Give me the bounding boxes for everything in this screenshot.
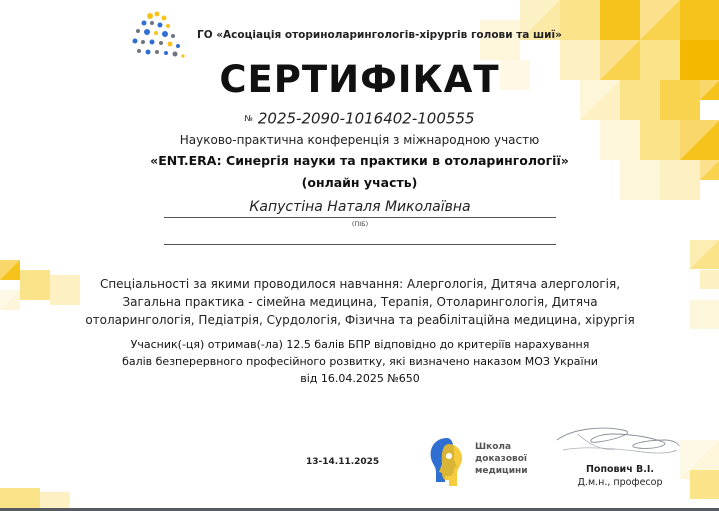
organization-name: ГО «Асоціація оториноларингологів-хірургів голови та шиї» — [197, 29, 562, 41]
association-logo-icon — [128, 10, 186, 62]
certificate-number — [0, 108, 719, 128]
decor-tile — [20, 270, 50, 300]
decor-tile — [700, 270, 719, 289]
specialties-text — [60, 275, 660, 329]
school-logo-icon — [427, 436, 467, 488]
cpd-line: балів безперервного професійного розвитку, які визначено наказом МОЗ України — [122, 355, 598, 368]
signer-name: Попович В.І. — [585, 464, 655, 475]
school-name-line: Школа — [475, 442, 512, 452]
school-name-line: доказової — [475, 454, 528, 464]
event-date: 13-14.11.2025 — [306, 457, 380, 467]
participant-name: Капустіна Наталя Миколаївна — [249, 199, 471, 215]
specialties-line: Спеціальності за якими проводилося навчання: Алергологія, Дитяча алергологія, — [99, 277, 621, 291]
signer-title: Д.м.н., професор — [577, 477, 663, 488]
signature-image — [553, 420, 683, 460]
school-name-line: медицини — [475, 466, 528, 476]
specialties-line: Загальна практика - сімейна медицина, Терапія, Отоларингологія, Дитяча — [122, 295, 598, 309]
cpd-line: від 16.04.2025 №650 — [300, 372, 420, 385]
number-value: 2025-2090-1016402-100555 — [257, 109, 475, 128]
name-underline — [164, 217, 556, 218]
cpd-line: Учасник(-ця) отримав(-ла) 12.5 балів БПР відповідно до критеріїв нарахування — [130, 338, 590, 351]
blank-line — [164, 244, 556, 245]
number-label: № — [244, 114, 253, 123]
school-name — [475, 441, 528, 477]
decor-tile — [690, 300, 719, 329]
decor-tile — [560, 0, 600, 40]
certificate-title: СЕРТИФІКАТ — [219, 58, 500, 101]
decor-tile — [680, 0, 719, 40]
conference-name: «ENT.ERA: Синергія науки та практики в отоларингології» — [150, 153, 569, 168]
cpd-points-text — [60, 336, 660, 387]
participation-format: (онлайн участь) — [301, 175, 418, 190]
decor-tile — [600, 0, 640, 40]
specialties-line: отоларингологія, Педіатрія, Сурдологія, Фізична та реабілітаційна медицина, хірургія — [85, 313, 635, 327]
conference-type: Науково-практична конференція з міжнародною участю — [179, 133, 540, 147]
decor-tile — [0, 488, 40, 511]
name-caption: (ПІБ) — [351, 220, 369, 228]
